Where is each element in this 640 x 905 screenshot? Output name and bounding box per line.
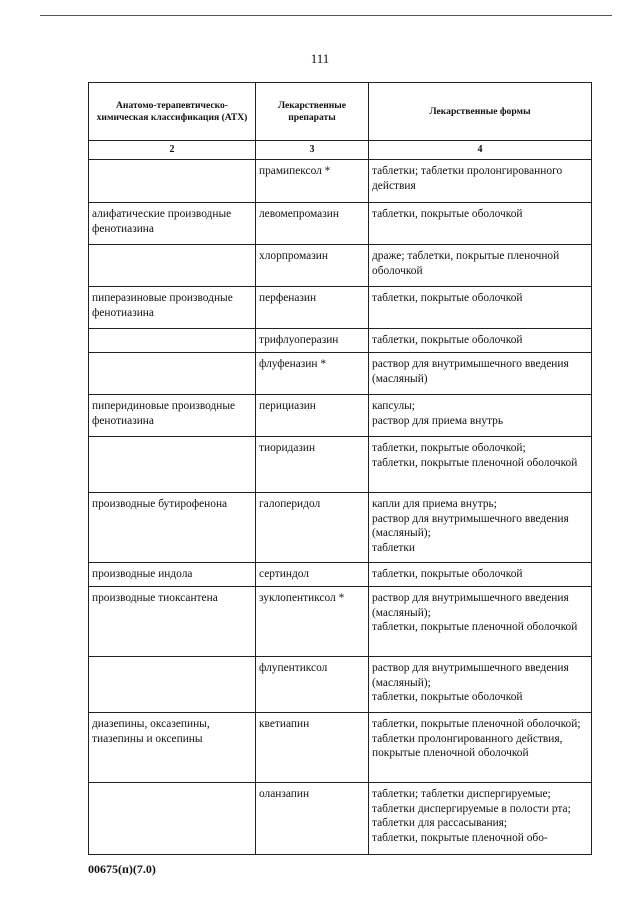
- table-row: [89, 287, 592, 329]
- atx-class-cell: производные бутирофенона: [89, 493, 256, 563]
- atx-class-cell: алифатические производные фенотиазина: [89, 203, 256, 245]
- column-number: 2: [89, 141, 256, 160]
- dosage-form-cell: таблетки, покрытые оболочкой: [369, 203, 592, 245]
- drug-cell: галоперидол: [256, 493, 369, 563]
- atx-class-cell: [89, 329, 256, 353]
- table-row: [89, 203, 592, 245]
- table-row: [89, 437, 592, 493]
- top-rule: [40, 15, 612, 16]
- dosage-form-cell: таблетки; таблетки пролонгированного действия: [369, 160, 592, 203]
- header-row: [89, 83, 592, 141]
- dosage-form-cell: таблетки, покрытые оболочкой: [369, 563, 592, 587]
- drug-cell: перициазин: [256, 395, 369, 437]
- drug-cell: флупентиксол: [256, 657, 369, 713]
- atx-class-cell: производные тиоксантена: [89, 587, 256, 657]
- atx-class-cell: [89, 437, 256, 493]
- drug-cell: перфеназин: [256, 287, 369, 329]
- atx-class-cell: [89, 160, 256, 203]
- table-row: [89, 493, 592, 563]
- table-row: [89, 713, 592, 783]
- dosage-form-cell: таблетки; таблетки диспергируемые; таблетки диспергируемые в полости рта; таблетки для рассасывания; таблетки, покрытые пленочной обо-: [369, 783, 592, 855]
- drug-cell: зуклопентиксол *: [256, 587, 369, 657]
- atx-class-cell: [89, 245, 256, 287]
- atx-class-cell: диазепины, оксазепины, тиазепины и оксепины: [89, 713, 256, 783]
- drug-cell: оланзапин: [256, 783, 369, 855]
- header-drugs: Лекарственные препараты: [256, 83, 369, 141]
- atx-class-cell: пиперидиновые производные фенотиазина: [89, 395, 256, 437]
- drug-cell: прамипексол *: [256, 160, 369, 203]
- drug-cell: сертиндол: [256, 563, 369, 587]
- table-row: [89, 329, 592, 353]
- drug-cell: кветиапин: [256, 713, 369, 783]
- table-row: [89, 657, 592, 713]
- table-row: [89, 563, 592, 587]
- dosage-form-cell: раствор для внутримышечного введения (масляный): [369, 353, 592, 395]
- footer-code: 00675(п)(7.0): [88, 862, 156, 876]
- header-atx-classification: Анатомо-терапевтическо-химическая классификация (АТХ): [89, 83, 256, 141]
- column-number: 3: [256, 141, 369, 160]
- dosage-form-cell: раствор для внутримышечного введения (масляный); таблетки, покрытые оболочкой: [369, 657, 592, 713]
- drug-cell: левомепромазин: [256, 203, 369, 245]
- drug-cell: трифлуоперазин: [256, 329, 369, 353]
- dosage-form-cell: капли для приема внутрь; раствор для внутримышечного введения (масляный); таблетки: [369, 493, 592, 563]
- atx-class-cell: пиперазиновые производные фенотиазина: [89, 287, 256, 329]
- dosage-form-cell: таблетки, покрытые пленочной оболочкой; таблетки пролонгированного действия, покрытые пленочной оболочкой: [369, 713, 592, 783]
- atx-class-cell: [89, 657, 256, 713]
- table-row: [89, 395, 592, 437]
- drug-cell: флуфеназин *: [256, 353, 369, 395]
- drug-cell: хлорпромазин: [256, 245, 369, 287]
- drug-cell: тиоридазин: [256, 437, 369, 493]
- dosage-form-cell: раствор для внутримышечного введения (масляный); таблетки, покрытые пленочной оболочкой: [369, 587, 592, 657]
- page-number: 111: [310, 51, 330, 66]
- dosage-form-cell: таблетки, покрытые оболочкой: [369, 287, 592, 329]
- dosage-form-cell: капсулы; раствор для приема внутрь: [369, 395, 592, 437]
- atx-table: [88, 82, 592, 855]
- table-row: [89, 353, 592, 395]
- dosage-form-cell: таблетки, покрытые оболочкой: [369, 329, 592, 353]
- atx-class-cell: [89, 783, 256, 855]
- column-number: 4: [369, 141, 592, 160]
- atx-class-cell: производные индола: [89, 563, 256, 587]
- dosage-form-cell: таблетки, покрытые оболочкой; таблетки, покрытые пленочной оболочкой: [369, 437, 592, 493]
- header-dosage-forms: Лекарственные формы: [369, 83, 592, 141]
- dosage-form-cell: драже; таблетки, покрытые пленочной оболочкой: [369, 245, 592, 287]
- table-row: [89, 587, 592, 657]
- atx-class-cell: [89, 353, 256, 395]
- column-number-row: [89, 141, 592, 160]
- table-row: [89, 245, 592, 287]
- table-row: [89, 160, 592, 203]
- table-row: [89, 783, 592, 855]
